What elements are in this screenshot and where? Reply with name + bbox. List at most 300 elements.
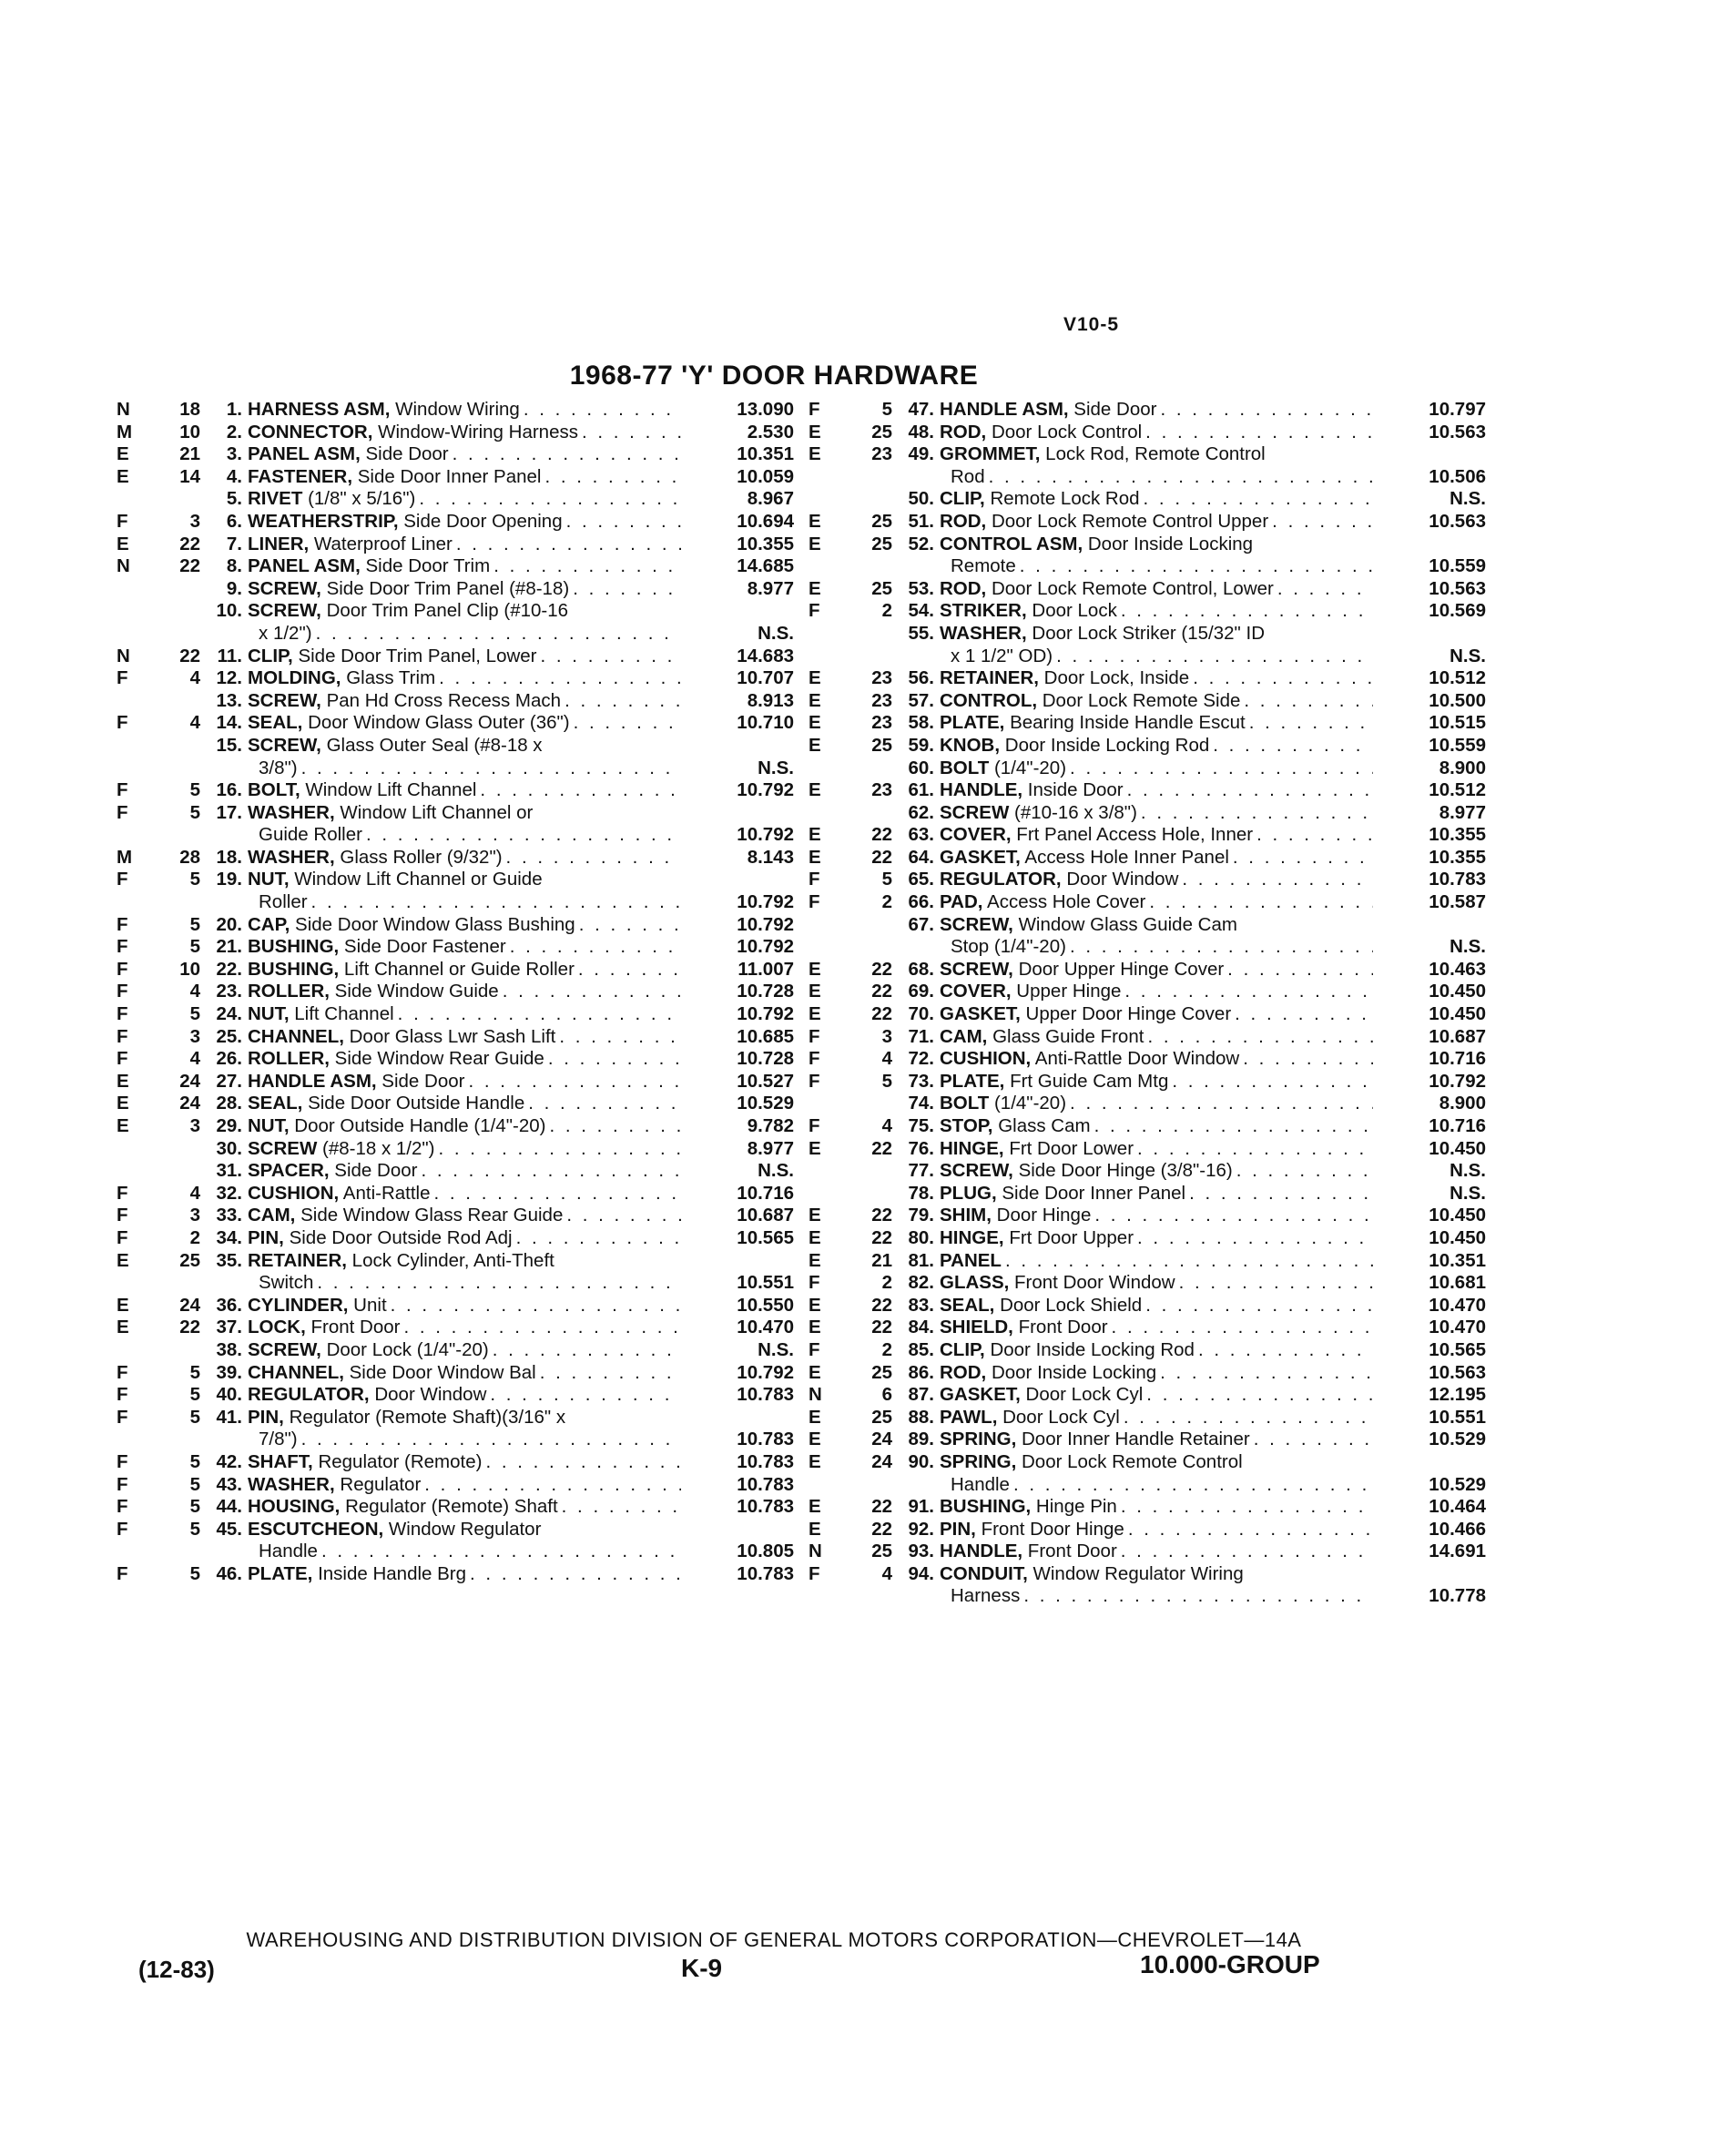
dot-leader	[493, 555, 681, 578]
part-name: BOLT,	[248, 779, 300, 801]
parts-row	[809, 1339, 1528, 1362]
group-number: 10.587	[1429, 891, 1486, 913]
part-description	[940, 1407, 1377, 1429]
location-number: 5	[189, 801, 200, 823]
item-number: 22.	[216, 958, 242, 980]
location-letter: E	[809, 1226, 821, 1248]
part-name: RETAINER,	[248, 1249, 347, 1271]
parts-row	[117, 1474, 836, 1497]
part-name: ROD,	[940, 1361, 987, 1383]
group-number: 10.792	[737, 1361, 794, 1383]
part-name: STRIKER,	[940, 600, 1027, 622]
part-description	[248, 600, 685, 623]
dot-leader	[544, 466, 681, 489]
dot-leader	[1254, 1429, 1373, 1451]
parts-row	[117, 981, 836, 1003]
footer-corporation: WAREHOUSING AND DISTRIBUTION DIVISION OF GENERAL MOTORS CORPORATION—CHEVROLET—14A	[246, 1928, 1302, 1951]
location-number: 21	[179, 443, 200, 465]
dot-leader	[1198, 1339, 1373, 1362]
part-description	[248, 936, 685, 959]
group-number: N.S.	[758, 1160, 794, 1182]
part-name: PANEL	[940, 1249, 1002, 1271]
item-number: 11.	[217, 645, 242, 666]
item-number: 38.	[216, 1338, 242, 1360]
item-number: 68.	[908, 958, 934, 980]
location-number: 22	[871, 958, 892, 980]
part-detail: Lock Cylinder, Anti-Theft	[346, 1249, 554, 1271]
part-description	[940, 399, 1377, 422]
item-number: 13.	[216, 689, 242, 711]
parts-row	[117, 1138, 836, 1161]
part-description	[248, 891, 685, 914]
part-detail: Glass Cam	[992, 1115, 1091, 1136]
group-number: 10.797	[1429, 399, 1486, 420]
parts-row	[809, 981, 1528, 1003]
location-letter: E	[809, 689, 821, 711]
part-description	[940, 1003, 1377, 1026]
item-number: 74.	[908, 1093, 934, 1114]
location-letter: E	[809, 510, 821, 532]
part-description	[248, 1563, 685, 1586]
part-detail: Door Lock Remote Control, Lower	[986, 577, 1274, 599]
location-letter: F	[117, 1384, 128, 1406]
part-description	[940, 1429, 1377, 1451]
part-detail: Door Lock, Inside	[1038, 667, 1190, 689]
item-number: 51.	[908, 510, 934, 532]
dot-leader	[1172, 1071, 1373, 1093]
part-detail: Side Window Rear Guide	[329, 1048, 544, 1070]
group-number: 10.527	[737, 1070, 794, 1092]
location-number: 4	[189, 1182, 200, 1204]
parts-row	[117, 1071, 836, 1093]
part-detail: Side Door Window Glass Bushing	[290, 913, 575, 935]
part-description	[940, 1071, 1377, 1093]
part-name: NUT,	[248, 869, 290, 890]
parts-row	[117, 1563, 836, 1586]
part-continuation: Handle	[951, 1473, 1010, 1495]
location-number: 5	[189, 1361, 200, 1383]
dot-leader	[1121, 1496, 1373, 1519]
location-number: 22	[871, 1003, 892, 1025]
part-description	[940, 555, 1377, 578]
part-description	[248, 1496, 685, 1519]
part-name: PLATE,	[248, 1562, 313, 1584]
part-name: BOLT	[940, 1093, 990, 1114]
location-number: 14	[179, 465, 200, 487]
item-number: 55.	[908, 622, 934, 644]
part-description	[248, 1071, 685, 1093]
part-detail: Door Hinge	[991, 1205, 1092, 1226]
dot-leader	[503, 981, 681, 1003]
item-number: 1.	[226, 399, 242, 420]
parts-row	[809, 1003, 1528, 1026]
part-detail: Door Inner Handle Retainer	[1016, 1429, 1250, 1450]
parts-row	[809, 1250, 1528, 1273]
part-description	[940, 466, 1377, 489]
part-description	[248, 1541, 685, 1563]
parts-row	[117, 959, 836, 981]
item-number: 3.	[226, 443, 242, 465]
item-number: 48.	[908, 421, 934, 442]
part-name: HINGE,	[940, 1226, 1004, 1248]
part-description	[248, 1451, 685, 1474]
group-number: 10.783	[737, 1562, 794, 1584]
item-number: 76.	[908, 1137, 934, 1159]
group-number: N.S.	[1449, 488, 1486, 510]
page-code: V10-5	[1063, 314, 1120, 335]
location-number: 2	[189, 1226, 200, 1248]
location-number: 3	[189, 1115, 200, 1136]
group-number: 10.450	[1429, 1226, 1486, 1248]
group-number: 10.710	[737, 712, 794, 734]
group-number: 10.783	[737, 1473, 794, 1495]
dot-leader	[1160, 399, 1373, 422]
part-name: REGULATOR,	[248, 1384, 370, 1406]
location-number: 25	[179, 1249, 200, 1271]
dot-leader	[321, 1541, 681, 1563]
parts-row	[117, 1317, 836, 1339]
item-number: 16.	[216, 779, 242, 801]
dot-leader	[316, 623, 681, 646]
page-title: 1968-77 'Y' DOOR HARDWARE	[569, 361, 979, 391]
part-detail: Door Lock Remote Side	[1037, 689, 1241, 711]
item-number: 64.	[908, 846, 934, 868]
group-number: 11.007	[737, 958, 794, 980]
part-name: HANDLE ASM,	[248, 1070, 377, 1092]
part-detail: Regulator	[334, 1473, 422, 1495]
location-letter: F	[117, 958, 128, 980]
dot-leader	[1149, 891, 1373, 914]
part-detail: Door Outside Handle (1/4"-20)	[289, 1115, 546, 1136]
part-detail: Side Door Outside Rod Adj	[283, 1226, 513, 1248]
group-number: 10.563	[1429, 577, 1486, 599]
part-name: WASHER,	[248, 801, 335, 823]
location-letter: F	[117, 1496, 128, 1518]
parts-row-continued	[809, 936, 1528, 959]
part-description	[248, 914, 685, 937]
location-letter: E	[809, 1361, 821, 1383]
location-number: 25	[871, 421, 892, 442]
dot-leader	[1005, 1250, 1373, 1273]
part-description	[248, 534, 685, 556]
part-detail: Door Lock Cyl	[1020, 1384, 1144, 1406]
part-detail: Unit	[348, 1294, 387, 1316]
group-number: 10.716	[1429, 1048, 1486, 1070]
parts-row	[117, 511, 836, 534]
part-detail: Bearing Inside Handle Escut	[1004, 712, 1246, 734]
part-name: SCREW,	[248, 734, 321, 756]
dot-leader	[510, 936, 681, 959]
part-detail: Side Door Opening	[398, 510, 563, 532]
location-number: 25	[871, 1541, 892, 1562]
item-number: 44.	[216, 1496, 242, 1518]
part-description	[248, 1183, 685, 1205]
group-number: 8.900	[1439, 1093, 1486, 1114]
group-number: 10.463	[1429, 958, 1486, 980]
group-number: 9.782	[747, 1115, 794, 1136]
part-detail: Side Door Window Bal	[343, 1361, 536, 1383]
part-detail: Door Inside Locking	[1083, 533, 1254, 554]
parts-row	[117, 1003, 836, 1026]
dot-leader	[1121, 600, 1373, 623]
location-number: 18	[179, 399, 200, 420]
part-detail: Door Inside Locking Rod	[1000, 734, 1210, 756]
parts-row	[809, 891, 1528, 914]
part-name: SCREW,	[940, 913, 1013, 935]
location-number: 22	[871, 1496, 892, 1518]
part-name: CHANNEL,	[248, 1025, 344, 1047]
dot-leader	[317, 1272, 681, 1295]
dot-leader	[565, 690, 681, 713]
dot-leader	[524, 399, 681, 422]
dot-leader	[541, 646, 681, 668]
part-name: COVER,	[940, 981, 1012, 1002]
location-number: 2	[881, 1338, 892, 1360]
part-detail: Window Lift Channel	[300, 779, 477, 801]
part-detail: Front Door	[1012, 1317, 1108, 1338]
parts-row	[809, 422, 1528, 444]
part-detail: Door Inside Locking Rod	[984, 1338, 1195, 1360]
part-detail: Window Regulator	[383, 1518, 542, 1540]
location-number: 5	[189, 869, 200, 890]
item-number: 86.	[908, 1361, 934, 1383]
parts-row	[809, 1227, 1528, 1250]
part-detail: Door Lock Remote Control	[1016, 1450, 1243, 1472]
parts-row	[809, 578, 1528, 601]
part-description	[940, 1160, 1377, 1183]
dot-leader	[439, 667, 681, 690]
part-name: CONTROL,	[940, 689, 1038, 711]
item-number: 20.	[216, 913, 242, 935]
group-number: 10.529	[737, 1093, 794, 1114]
location-letter: E	[809, 1317, 821, 1338]
part-description	[248, 869, 685, 891]
location-number: 5	[189, 1450, 200, 1472]
part-name: SEAL,	[940, 1294, 995, 1316]
item-number: 67.	[908, 913, 934, 935]
part-description	[940, 1026, 1377, 1049]
parts-row	[117, 422, 836, 444]
location-number: 6	[881, 1384, 892, 1406]
parts-row	[809, 399, 1528, 422]
location-number: 24	[179, 1093, 200, 1114]
location-letter: E	[117, 533, 129, 554]
parts-row	[117, 1339, 836, 1362]
part-description	[940, 1339, 1377, 1362]
dot-leader	[468, 1071, 681, 1093]
dot-leader	[1233, 847, 1373, 870]
group-number: 10.351	[1429, 1249, 1486, 1271]
part-detail: Glass Trim	[341, 667, 436, 689]
part-name: SHAFT,	[248, 1450, 313, 1472]
location-letter: E	[809, 1003, 821, 1025]
part-description	[248, 802, 685, 825]
location-letter: F	[117, 1226, 128, 1248]
location-letter: F	[117, 1025, 128, 1047]
parts-row	[809, 735, 1528, 758]
part-detail: Side Window Glass Rear Guide	[295, 1205, 564, 1226]
part-name: CUSHION,	[248, 1182, 340, 1204]
dot-leader	[516, 1227, 681, 1250]
location-number: 22	[871, 1137, 892, 1159]
item-number: 41.	[216, 1406, 242, 1428]
location-number: 22	[871, 1226, 892, 1248]
parts-list-left	[117, 399, 836, 1585]
location-letter: F	[117, 667, 128, 689]
item-number: 33.	[216, 1205, 242, 1226]
group-number: 10.500	[1429, 689, 1486, 711]
part-description	[940, 578, 1377, 601]
dot-leader	[1124, 981, 1373, 1003]
part-continuation: x 1 1/2" OD)	[951, 645, 1053, 666]
part-description	[940, 1227, 1377, 1250]
location-number: 2	[881, 600, 892, 622]
parts-row-continued	[809, 1585, 1528, 1608]
dot-leader	[528, 1093, 681, 1115]
item-number: 73.	[908, 1070, 934, 1092]
item-number: 37.	[216, 1317, 242, 1338]
part-description	[940, 600, 1377, 623]
group-number: 10.783	[737, 1429, 794, 1450]
group-number: 10.551	[737, 1272, 794, 1294]
dot-leader	[548, 1048, 681, 1071]
parts-row-continued	[809, 1474, 1528, 1497]
location-number: 28	[179, 846, 200, 868]
part-continuation: Roller	[259, 891, 308, 913]
item-number: 53.	[908, 577, 934, 599]
part-description	[248, 779, 685, 802]
part-description	[940, 534, 1377, 556]
location-number: 5	[189, 1518, 200, 1540]
item-number: 59.	[908, 734, 934, 756]
part-detail: Upper Hinge	[1011, 981, 1122, 1002]
location-letter: E	[117, 1317, 129, 1338]
dot-leader	[490, 1384, 681, 1407]
part-description	[940, 712, 1377, 735]
item-number: 17.	[216, 801, 242, 823]
part-description	[248, 1362, 685, 1385]
location-number: 5	[881, 399, 892, 420]
part-detail: Window Glass Guide Cam	[1012, 913, 1237, 935]
part-name: SEAL,	[248, 712, 303, 734]
part-detail: Window Lift Channel or Guide	[289, 869, 543, 890]
item-number: 87.	[908, 1384, 934, 1406]
group-number: 8.977	[747, 1137, 794, 1159]
dot-leader	[1137, 1138, 1373, 1161]
dot-leader	[403, 1317, 681, 1339]
location-letter: F	[809, 891, 820, 913]
parts-row	[117, 936, 836, 959]
parts-row	[809, 690, 1528, 713]
item-number: 92.	[908, 1518, 934, 1540]
part-detail: Side Door	[376, 1070, 465, 1092]
footer-date: (12-83)	[138, 1956, 215, 1983]
parts-row	[809, 1519, 1528, 1541]
parts-row-continued	[117, 891, 836, 914]
group-number: N.S.	[758, 622, 794, 644]
part-description	[940, 1205, 1377, 1227]
part-name: SCREW	[940, 801, 1010, 823]
part-detail: Window Lift Channel or	[334, 801, 534, 823]
item-number: 90.	[908, 1450, 934, 1472]
location-number: 3	[189, 510, 200, 532]
part-detail: Door Lock Remote Control Upper	[986, 510, 1269, 532]
item-number: 36.	[216, 1294, 242, 1316]
group-number: 10.512	[1429, 779, 1486, 801]
item-number: 70.	[908, 1003, 934, 1025]
part-detail: Window Regulator Wiring	[1027, 1562, 1244, 1584]
part-continuation: 3/8")	[259, 757, 298, 778]
location-letter: M	[117, 846, 133, 868]
location-letter: F	[117, 1473, 128, 1495]
part-detail: Door Window	[369, 1384, 487, 1406]
part-name: WASHER,	[248, 846, 335, 868]
location-letter: M	[117, 421, 133, 442]
location-letter: E	[809, 667, 821, 689]
group-number: 10.551	[1429, 1406, 1486, 1428]
part-description	[248, 399, 685, 422]
location-letter: E	[809, 1205, 821, 1226]
location-letter: E	[117, 443, 129, 465]
part-name: HINGE,	[940, 1137, 1004, 1159]
part-detail: Front Door	[305, 1317, 401, 1338]
group-number: 10.569	[1429, 600, 1486, 622]
item-number: 65.	[908, 869, 934, 890]
item-number: 54.	[908, 600, 934, 622]
parts-row	[809, 802, 1528, 825]
dot-leader	[1124, 1407, 1373, 1429]
parts-row-continued	[809, 646, 1528, 668]
group-number: 8.913	[747, 689, 794, 711]
footer-page-number: K-9	[681, 1954, 723, 1982]
parts-row	[117, 399, 836, 422]
parts-row-continued	[117, 1429, 836, 1451]
location-letter: E	[809, 1294, 821, 1316]
part-detail: Pan Hd Cross Recess Mach	[320, 689, 562, 711]
dot-leader	[1146, 1384, 1373, 1407]
part-name: PAD,	[940, 891, 983, 913]
parts-row	[809, 847, 1528, 870]
parts-row	[117, 1295, 836, 1317]
part-description	[248, 758, 685, 780]
parts-row-continued	[117, 623, 836, 646]
location-number: 4	[881, 1115, 892, 1136]
part-description	[248, 488, 685, 511]
group-number: 8.967	[747, 488, 794, 510]
parts-row	[809, 1362, 1528, 1385]
item-number: 10.	[216, 600, 242, 622]
parts-row	[809, 959, 1528, 981]
part-description	[940, 1451, 1377, 1474]
part-name: LINER,	[248, 533, 310, 554]
group-number: 10.565	[737, 1226, 794, 1248]
part-description	[248, 1429, 685, 1451]
dot-leader	[439, 1138, 681, 1161]
part-name: BOLT	[940, 757, 990, 778]
location-letter: N	[809, 1384, 822, 1406]
location-number: 22	[871, 1518, 892, 1540]
dot-leader	[1144, 488, 1373, 511]
location-letter: F	[117, 1048, 128, 1070]
part-description	[248, 1227, 685, 1250]
item-number: 58.	[908, 712, 934, 734]
dot-leader	[1227, 959, 1373, 981]
part-name: CYLINDER,	[248, 1294, 349, 1316]
parts-row	[117, 1026, 836, 1049]
location-letter: F	[117, 1003, 128, 1025]
group-number: 10.351	[737, 443, 794, 465]
parts-row	[809, 600, 1528, 623]
